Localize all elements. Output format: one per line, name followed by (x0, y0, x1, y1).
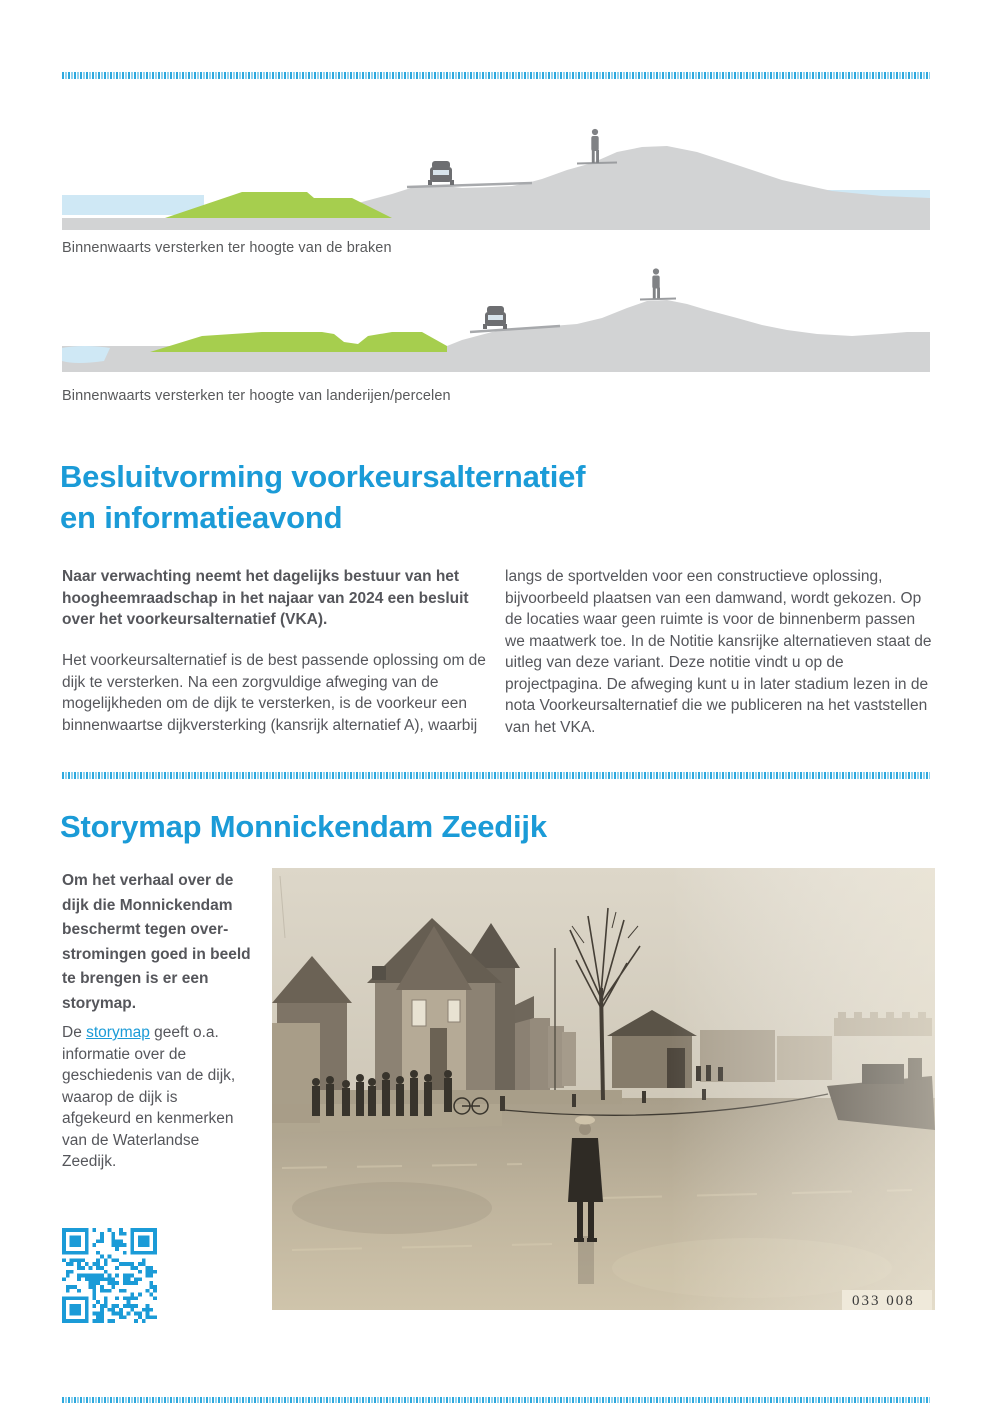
storymap-body-suffix: geeft o.a. informatie over de geschiedenis van de dijk, waarop de dijk is afgekeurd en kenmerken van de Waterlandse Zeedijk. (62, 1024, 236, 1170)
dike-body (432, 300, 930, 372)
storymap-body (62, 1022, 244, 1173)
besluitvorming-column-right: langs de sportvelden voor een constructieve oplossing, bijvoorbeeld plaatsen van een damwand, wordt gekozen. Op de locaties waar geen ruimte is voor de binnenberm passen we maatwerk toe. In de Notitie kansrijke alternatieven staat de uitleg van deze variant. Deze notitie vindt u op de projectpagina. De afweging kunt u in later stadium lezen in de nota Voorkeursalternatief die we publiceren na het vaststellen van het VKA. (505, 568, 932, 736)
storymap-body-prefix: De (62, 1024, 87, 1041)
diagram2-caption: Binnenwaarts versterken ter hoogte van landerijen/percelen (62, 388, 451, 404)
water-pond-left (62, 346, 110, 363)
car-icon (483, 306, 507, 329)
title-line-1: Besluitvorming voorkeursalternatief (60, 459, 586, 494)
dike-body (302, 146, 930, 230)
diagram1-caption: Binnenwaarts versterken ter hoogte van de braken (62, 240, 392, 256)
qr-code[interactable] (62, 1228, 157, 1323)
dotted-divider-middle (62, 772, 930, 779)
water-left (62, 195, 204, 215)
photo-light-overlay (272, 868, 935, 1310)
section-title-storymap (60, 806, 547, 847)
photo-archive-label (842, 1290, 932, 1310)
title-line: Storymap Monnickendam Zeedijk (60, 809, 547, 844)
green-berm (150, 332, 447, 352)
storymap-link[interactable]: storymap (86, 1024, 150, 1041)
storymap-intro: Om het verhaal over de dijk die Monnickendam beschermt tegen overstromingen goed in beeld te brengen is er een storymap. (62, 872, 251, 1012)
dotted-divider-bottom (62, 1397, 930, 1403)
photo-label-text: 033 008 (852, 1293, 915, 1309)
besluitvorming-column-left: Het voorkeursalternatief is de best passende oplossing om de dijk te versterken. Na een zorgvuldige afweging van de mogelijkheden om de dijk te versterken, is de voorkeur een binnenwaartse dijkversterking (kansrijk alternatief A), waarbij (62, 652, 486, 734)
besluitvorming-intro: Naar verwachting neemt het dagelijks bestuur van het hoogheemraadschap in het najaar van 2024 een besluit over het voorkeursalternatief (VKA). (62, 568, 469, 628)
person-icon (640, 268, 676, 299)
car-icon (428, 161, 454, 185)
dike-cross-section-diagram-2 (62, 268, 930, 372)
dike-cross-section-diagram-1 (62, 95, 930, 230)
historical-photo-monnickendam (272, 868, 935, 1310)
section-title-besluitvorming (60, 456, 585, 538)
title-line-2: en informatieavond (60, 500, 343, 535)
dotted-divider-top (62, 72, 930, 79)
